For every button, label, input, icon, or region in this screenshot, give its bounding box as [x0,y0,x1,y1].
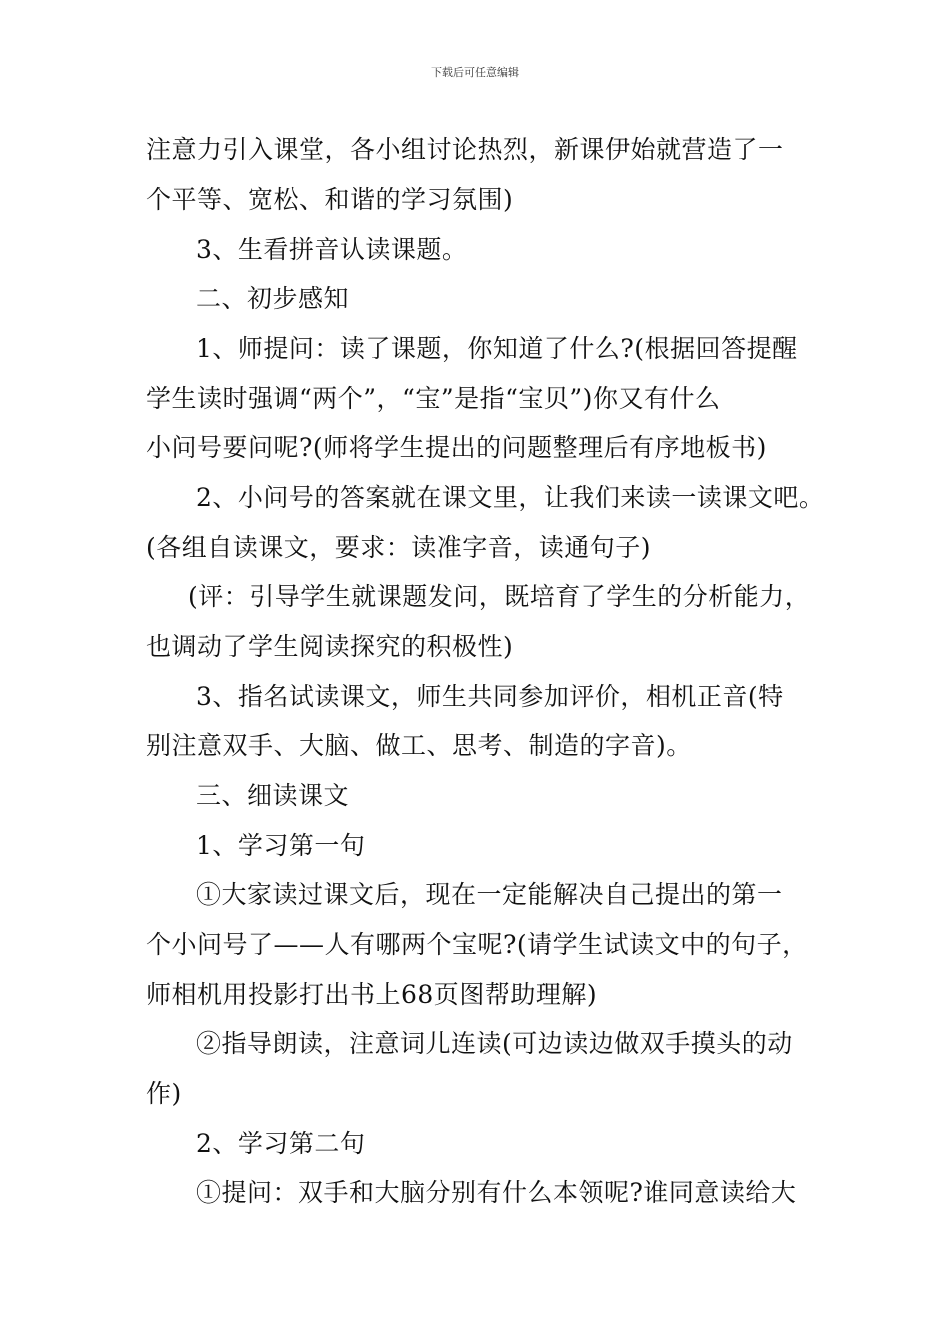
body-text-line: 1、师提问：读了课题，你知道了什么?(根据回答提醒 [196,334,798,363]
section-heading: 三、细读课文 [196,781,350,810]
body-text-line: 作) [146,1079,182,1108]
body-text-line: 3、指名试读课文，师生共同参加评价，相机正音(特 [196,682,784,711]
page-header: 下载后可任意编辑 [431,66,519,79]
comment-text-line: (评：引导学生就课题发问，既培育了学生的分析能力， [188,582,811,611]
body-text-line: 学生读时强调“两个”，“宝”是指“宝贝”)你又有什么 [146,384,721,413]
body-text-line: ①大家读过课文后，现在一定能解决自己提出的第一 [196,880,783,909]
section-heading: 二、初步感知 [196,284,350,313]
body-text-line: 师相机用投影打出书上68页图帮助理解) [146,980,598,1009]
body-text-line: 2、小问号的答案就在课文里，让我们来读一读课文吧。 [196,483,825,512]
subsection-heading: 2、学习第二句 [196,1129,366,1158]
body-text-line: 小问号要问呢?(师将学生提出的问题整理后有序地板书) [146,433,767,462]
subsection-heading: 1、学习第一句 [196,831,366,860]
body-text-line: 注意力引入课堂，各小组讨论热烈，新课伊始就营造了一 [146,135,784,164]
body-text-line: 个小问号了——人有哪两个宝呢?(请学生试读文中的句子， [146,930,808,959]
body-text-line: ①提问：双手和大脑分别有什么本领呢?谁同意读给大 [196,1178,797,1207]
body-text-line: 个平等、宽松、和谐的学习氛围) [146,185,514,214]
comment-text-line: 也调动了学生阅读探究的积极性) [146,632,514,661]
body-text-line: 别注意双手、大脑、做工、思考、制造的字音)。 [146,731,692,760]
body-text-line: ②指导朗读，注意词儿连读(可边读边做双手摸头的动 [196,1029,793,1058]
body-text-line: (各组自读课文，要求：读准字音，读通句子) [146,533,652,562]
body-text-line: 3、生看拼音认读课题。 [196,235,468,264]
